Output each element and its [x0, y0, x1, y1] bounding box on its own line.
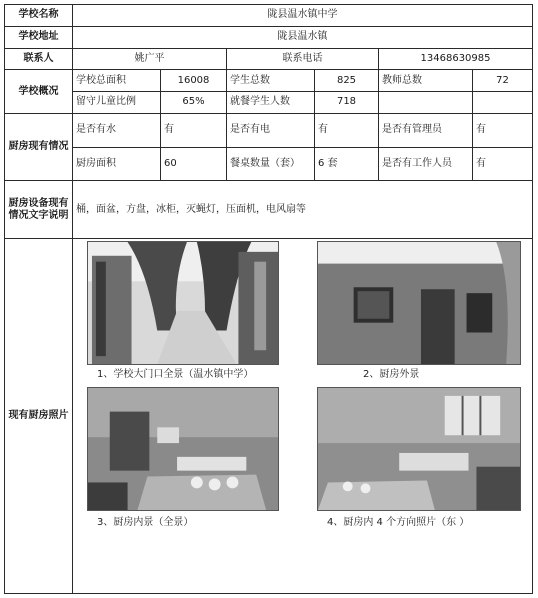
- table-count-label: 餐桌数量（套）: [227, 148, 315, 181]
- equipment-description: 桶，面盆，方盘，冰柜，灭蝇灯，压面机，电风扇等: [73, 181, 533, 239]
- contact-name-value: 姚广平: [73, 48, 227, 70]
- photo-caption-exterior: 2、厨房外景: [363, 369, 420, 381]
- empty-cell: [473, 92, 533, 114]
- total-area-value: 16008: [161, 70, 227, 92]
- school-name-value: 陇县温水镇中学: [73, 5, 533, 27]
- school-address-label: 学校地址: [5, 26, 73, 48]
- school-address-value: 陇县温水镇: [73, 26, 533, 48]
- kitchen-area-label: 厨房面积: [73, 148, 161, 181]
- has-water-value: 有: [161, 113, 227, 147]
- left-behind-ratio-label: 留守儿童比例: [73, 92, 161, 114]
- has-staff-value: 有: [473, 148, 533, 181]
- student-count-label: 学生总数: [227, 70, 315, 92]
- dining-students-label: 就餐学生人数: [227, 92, 315, 114]
- student-count-value: 825: [315, 70, 379, 92]
- photos-area: [73, 239, 533, 594]
- contact-label: 联系人: [5, 48, 73, 70]
- phone-label: 联系电话: [227, 48, 379, 70]
- has-staff-label: 是否有工作人员: [379, 148, 473, 181]
- has-manager-label: 是否有管理员: [379, 113, 473, 147]
- table-count-value: 6 套: [315, 148, 379, 181]
- has-water-label: 是否有水: [73, 113, 161, 147]
- kitchen-status-label: 厨房现有情况: [5, 113, 73, 180]
- has-manager-value: 有: [473, 113, 533, 147]
- left-behind-ratio-value: 65%: [161, 92, 227, 114]
- overview-label: 学校概况: [5, 70, 73, 114]
- empty-cell: [379, 92, 473, 114]
- school-name-label: 学校名称: [5, 5, 73, 27]
- school-kitchen-info-form: [4, 4, 533, 594]
- total-area-label: 学校总面积: [73, 70, 161, 92]
- photo-caption-east: 4、厨房内 4 个方向照片（东 ）: [327, 517, 470, 529]
- photo-kitchen-east: [317, 387, 521, 511]
- has-power-label: 是否有电: [227, 113, 315, 147]
- photo-caption-gate: 1、学校大门口全景（温水镇中学）: [97, 369, 254, 381]
- teacher-count-label: 教师总数: [379, 70, 473, 92]
- photo-kitchen-exterior: [317, 241, 521, 365]
- dining-students-value: 718: [315, 92, 379, 114]
- photo-caption-interior: 3、厨房内景（全景）: [97, 517, 194, 529]
- photos-label: 现有厨房照片: [5, 239, 73, 594]
- kitchen-area-value: 60: [161, 148, 227, 181]
- equipment-label: 厨房设备现有情况文字说明: [5, 181, 73, 239]
- photo-kitchen-interior: [87, 387, 279, 511]
- teacher-count-value: 72: [473, 70, 533, 92]
- has-power-value: 有: [315, 113, 379, 147]
- phone-value: 13468630985: [379, 48, 533, 70]
- photo-school-gate: [87, 241, 279, 365]
